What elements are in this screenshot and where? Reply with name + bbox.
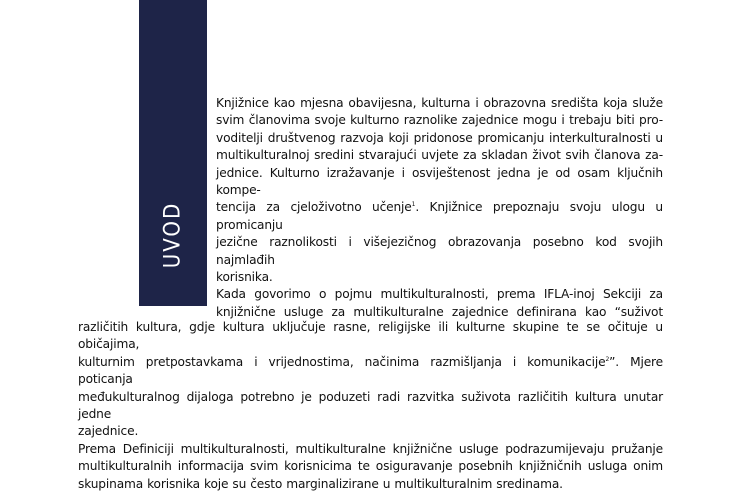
text-line: svim članovima svoje kulturno raznolike zajednice mogu i trebaju biti pro-: [216, 113, 663, 128]
paragraph-1: [216, 95, 663, 286]
text-fragment: . Knjižnice prepoznaju svoju ulogu u promicanju: [216, 200, 663, 232]
text-line: međukulturalnog dijaloga potrebno je poduzeti radi razvitka suživota različitih kultura unutar jedne: [78, 389, 663, 422]
text-line: multikulturalnih informacija svim korisnicima te osiguravanje posebnih knjižničnih usluga onim: [78, 459, 663, 474]
text-line-with-footnote: [78, 354, 663, 389]
text-line: jednice. Kulturno izražavanje i osviještenost jedna je od osam ključnih kompe-: [216, 165, 663, 198]
text-line: skupinama korisnika koje su često marginalizirane u multikulturalnim sredinama.: [78, 476, 563, 491]
text-line: Knjižnice kao mjesna obavijesna, kulturna i obrazovna središta koja služe: [216, 96, 663, 110]
text-line: multikulturalnoj sredini stvarajući uvjete za skladan život svih članova za-: [216, 148, 663, 163]
text-line-with-footnote: [216, 199, 663, 234]
text-line: Kada govorimo o pojmu multikulturalnosti, prema IFLA-inoj Sekciji za: [216, 287, 663, 302]
text-fragment: ”. Mjere poticanja: [78, 354, 663, 387]
text-fragment: tencija za cjeloživotno učenje: [216, 200, 412, 215]
section-title: UVOD: [160, 201, 186, 269]
text-line: zajednice.: [78, 424, 139, 439]
text-line: voditelji društvenog razvoja koji pridonose promicanju interkulturalnosti u: [216, 130, 663, 145]
paragraph-2-start: [216, 286, 663, 321]
text-line: knjižnične usluge za multikulturalne zajednice definirana kao “suživot: [216, 304, 663, 319]
full-width-text: [78, 319, 663, 493]
text-line: korisnika.: [216, 270, 273, 285]
section-title-band: [139, 0, 207, 306]
text-line: različitih kultura, gdje kultura uključuje rasne, religijske ili kulturne skupine te se očituje u običajima,: [78, 320, 663, 352]
text-fragment: kulturnim pretpostavkama i vrijednostima, načinima razmišljanja i komunikacije: [78, 354, 606, 369]
paragraph-3: [78, 441, 663, 493]
paragraph-2-continued: [78, 319, 663, 441]
text-line: jezične raznolikosti i višejezičnog obrazovanja posebno kod svojih najmlađih: [216, 235, 663, 267]
footnote-marker-2: 2: [605, 355, 610, 363]
top-column-text: [216, 95, 663, 321]
footnote-marker-1: 1: [411, 201, 416, 209]
text-line: Prema Definiciji multikulturalnosti, multikulturalne knjižnične usluge podrazumijevaju pružanje: [78, 441, 663, 456]
